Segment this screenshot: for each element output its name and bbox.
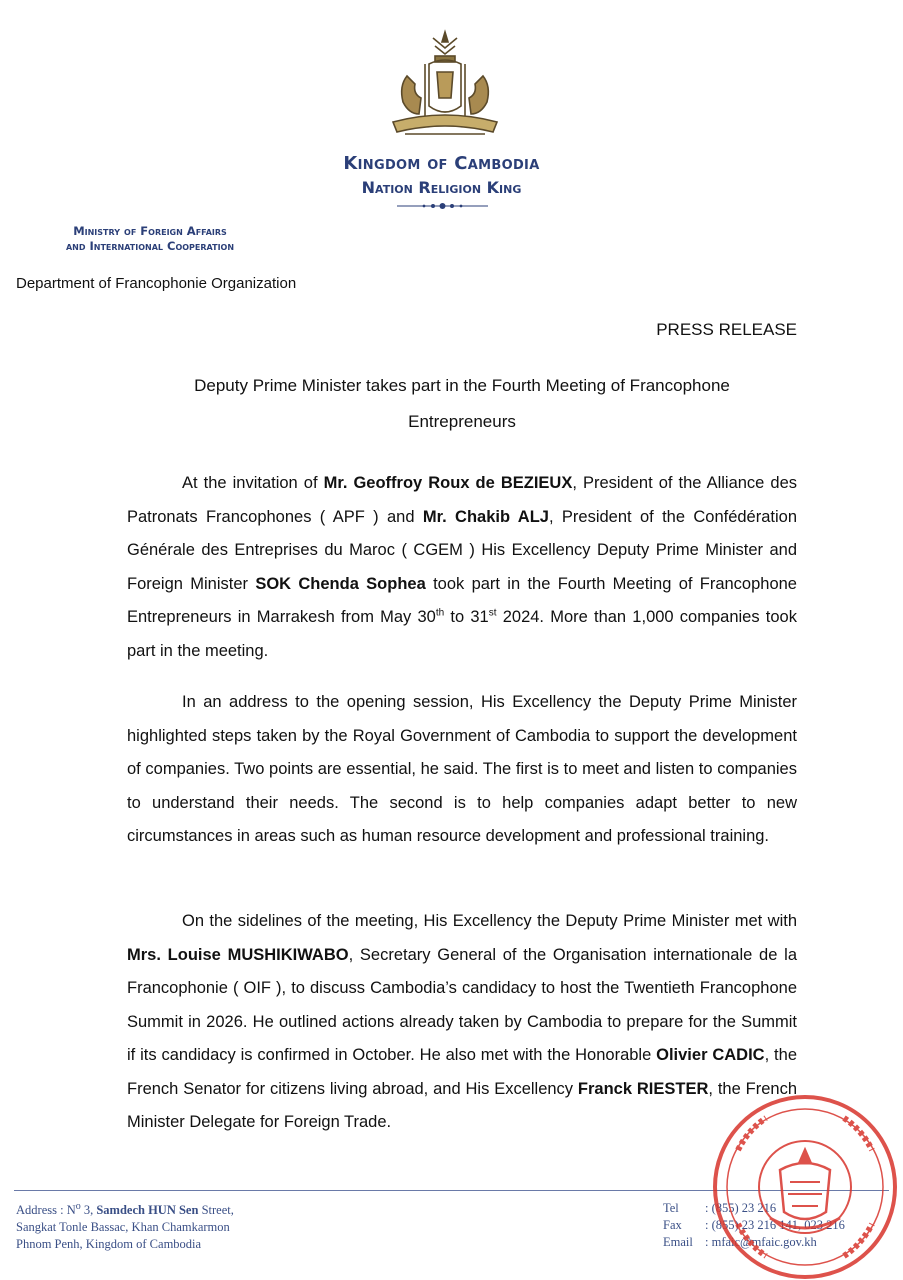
- paragraph-1: [127, 467, 797, 668]
- p3-text: , the French Senator for citizens living abroad, and His Excellency: [127, 1046, 797, 1098]
- address-line-3: Phnom Penh, Kingdom of Cambodia: [16, 1237, 202, 1251]
- title-line-2: Entrepreneurs: [408, 412, 516, 431]
- p3-name-riester: Franck RIESTER: [577, 1079, 709, 1098]
- p1-sup: st: [488, 607, 497, 619]
- p1-name-bezieux: Mr. Geoffroy Roux de BEZIEUX: [323, 474, 573, 492]
- tel-row: Tel : (855) 23 216: [663, 1201, 777, 1215]
- footer-address: [16, 1202, 234, 1253]
- p1-name-alj: Mr. Chakib ALJ: [422, 507, 549, 526]
- p1-sup: th: [435, 607, 445, 619]
- p1-text: At the invitation of: [182, 474, 324, 492]
- royal-emblem-icon: [385, 28, 505, 143]
- p1-text: 2024. More than 1,000 companies took part in the meeting.: [127, 608, 797, 660]
- kingdom-title: Kingdom of Cambodia: [343, 153, 540, 174]
- press-release-label: PRESS RELEASE: [656, 320, 797, 339]
- national-motto: Nation Religion King: [361, 178, 522, 197]
- address-line-1: Address : $N^o$ 3, Samdech HUN Sen Street,: [16, 1200, 234, 1217]
- document-title: [127, 368, 797, 440]
- address-line-2: Sangkat Tonle Bassac, Khan Chamkarmon: [16, 1220, 230, 1234]
- fax-row: Fax : (855) 23 216 141, 023 216: [663, 1218, 845, 1232]
- paragraph-2: [127, 686, 797, 854]
- email-link[interactable]: : mfaic@mfaic.gov.kh: [705, 1235, 817, 1249]
- p3-name-mushikiwabo: Mrs. Louise MUSHIKIWABO: [127, 945, 349, 964]
- ornament-divider-icon: [395, 200, 490, 212]
- title-line-1: Deputy Prime Minister takes part in the Fourth Meeting of Francophone: [194, 376, 730, 395]
- ministry-line-1: Ministry of Foreign Affairs: [73, 224, 227, 238]
- p3-name-cadic: Olivier CADIC: [656, 1046, 765, 1064]
- p1-text: , President of the Confédération Générale des Entreprises du Maroc ( CGEM ) His Excellency Deputy Prime Minister and Foreign Minister: [127, 507, 798, 593]
- p1-name-sok: SOK Chenda Sophea: [255, 574, 426, 593]
- p3-text: , Secretary General of the Organisation internationale de la Francophonie ( OIF ), to discuss Cambodia’s candidacy to host the Twentieth Francophone Summit in 2026. He outlined actions already taken by Cambodia to prepare for the Summit if its candidacy is confirmed in October. He also met with the Honorable: [127, 945, 797, 1064]
- email-row: Email : mfaic@mfaic.gov.kh: [663, 1235, 817, 1249]
- ministry-line-2: and International Cooperation: [65, 239, 235, 253]
- p1-text: took part in the Fourth Meeting of Francophone Entrepreneurs in Marrakesh from May 30: [127, 574, 797, 626]
- p1-text: to 31: [444, 608, 489, 626]
- p1-text: , President of the Alliance des Patronats Francophones ( APF ) and: [127, 474, 797, 526]
- department-name: Department of Francophonie Organization: [16, 275, 297, 292]
- official-seal-icon: [708, 1090, 903, 1280]
- p3-text: On the sidelines of the meeting, His Excellency the Deputy Prime Minister met with: [182, 912, 797, 930]
- p2-text: In an address to the opening session, His Excellency the Deputy Prime Minister highlighted steps taken by the Royal Government of Cambodia to support the development of companies. Two points are essential, he said. The first is to meet and listen to companies to understand their needs. The second is to help companies adapt better to new circumstances in areas such as human resource development and professional training.: [127, 693, 797, 845]
- p3-text: , the French Minister Delegate for Foreign Trade.: [127, 1079, 797, 1131]
- ministry-name: [15, 224, 285, 254]
- paragraph-3: [127, 905, 797, 1140]
